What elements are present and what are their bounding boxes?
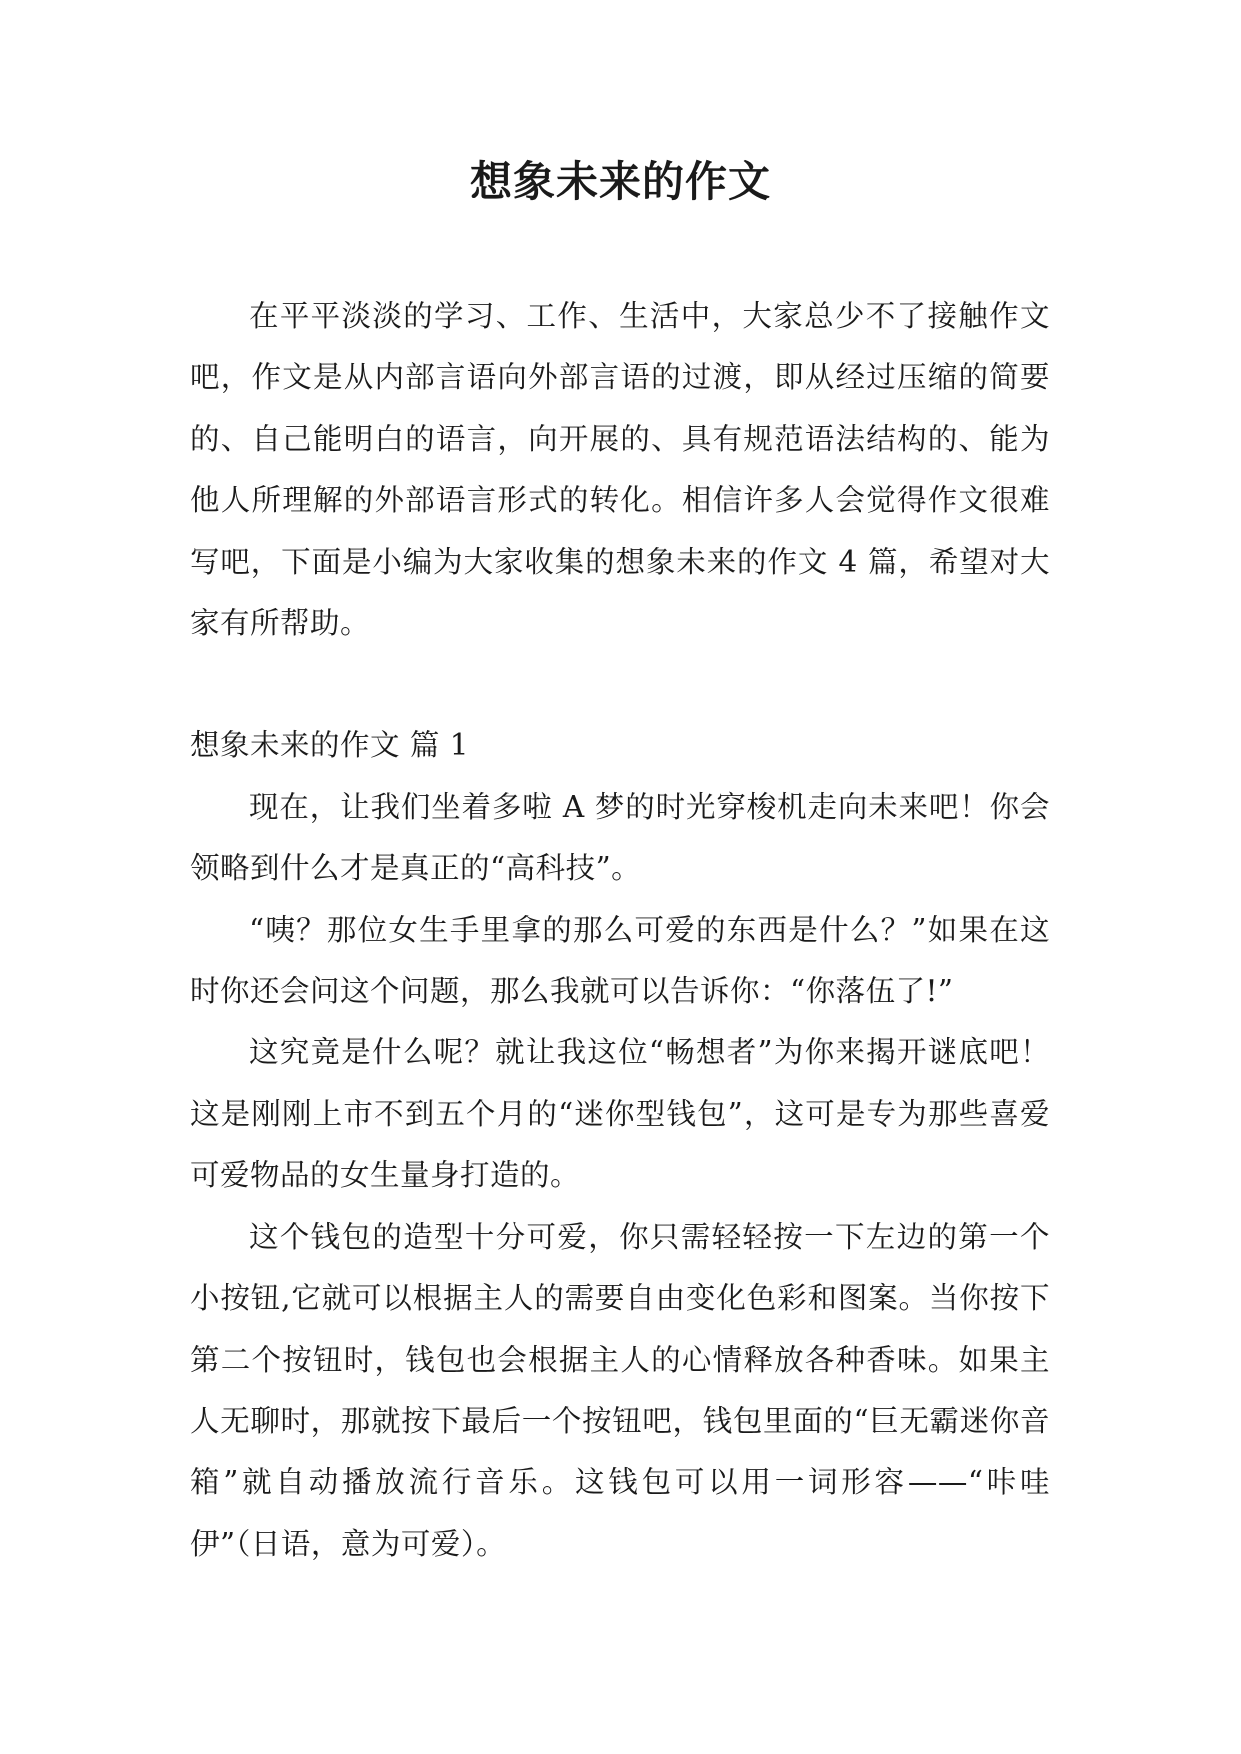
document-title: 想象未来的作文 [469,157,771,206]
document-body [190,286,1050,1575]
body-paragraph: 现在，让我们坐着多啦 A 梦的时光穿梭机走向未来吧！你会领略到什么才是真正的“高科技”。 [190,789,1050,886]
body-paragraph: 这个钱包的造型十分可爱，你只需轻轻按一下左边的第一个小按钮,它就可以根据主人的需要自由变化色彩和图案。当你按下第二个按钮时，钱包也会根据主人的心情释放各种香味。如果主人无聊时，那就按下最后一个按钮吧，钱包里面的“巨无霸迷你音箱”就自动播放流行音乐。这钱包可以用一词形容——“咔哇伊”（日语，意为可爱）。 [190,1219,1050,1561]
body-paragraph: “咦？那位女生手里拿的那么可爱的东西是什么？”如果在这时你还会问这个问题，那么我就可以告诉你：“你落伍了!” [190,912,1050,1009]
body-paragraph: 这究竟是什么呢？就让我这位“畅想者”为你来揭开谜底吧！这是刚刚上市不到五个月的“迷你型钱包”，这可是专为那些喜爱可爱物品的女生量身打造的。 [190,1035,1050,1193]
intro-paragraph: 在平平淡淡的学习、工作、生活中，大家总少不了接触作文吧，作文是从内部言语向外部言语的过渡，即从经过压缩的简要的、自己能明白的语言，向开展的、具有规范语法结构的、能为他人所理解的外部语言形式的转化。相信许多人会觉得作文很难写吧，下面是小编为大家收集的想象未来的作文 4 篇，希望对大家有所帮助。 [190,299,1050,641]
section-heading: 想象未来的作文 篇 1 [190,728,470,763]
